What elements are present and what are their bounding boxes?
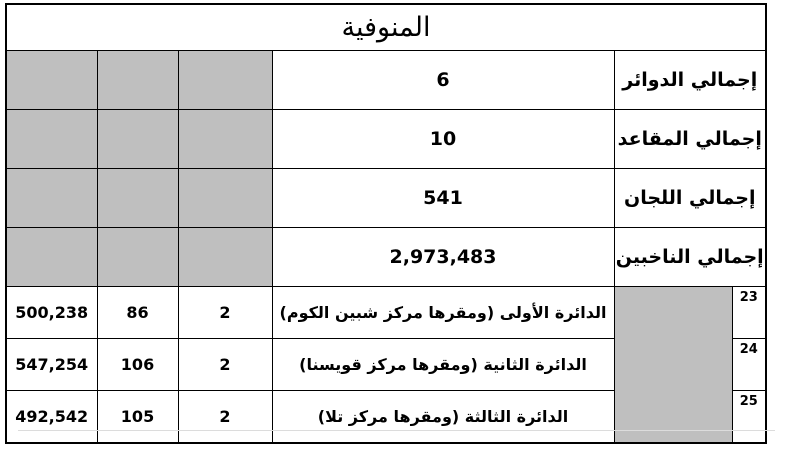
- summary-value-districts-total: 6: [272, 51, 614, 110]
- summary-label-voters-total: إجمالي الناخبين: [614, 228, 766, 287]
- empty-gray-cell: [178, 228, 272, 287]
- summary-label-committees-total: إجمالي اللجان: [614, 169, 766, 228]
- title-row: [6, 4, 766, 51]
- empty-gray-cell: [178, 51, 272, 110]
- district-voters: 500,238: [6, 287, 97, 339]
- page-title: المنوفية: [6, 4, 766, 51]
- district-name: الدائرة الثالثة (ومقرها مركز تلا): [272, 391, 614, 444]
- summary-label-seats-total: إجمالي المقاعد: [614, 110, 766, 169]
- district-row-first: [6, 287, 766, 339]
- district-name: الدائرة الثانية (ومقرها مركز قويسنا): [272, 339, 614, 391]
- empty-gray-cell: [97, 169, 178, 228]
- empty-gray-cell: [97, 51, 178, 110]
- empty-gray-cell: [6, 228, 97, 287]
- empty-gray-cell: [6, 169, 97, 228]
- district-row-number: 25: [732, 391, 766, 444]
- empty-gray-cell: [178, 110, 272, 169]
- district-voters: 492,542: [6, 391, 97, 444]
- next-section-edge-line: [18, 430, 775, 431]
- summary-row-voters-total: [6, 228, 766, 287]
- empty-gray-cell: [97, 110, 178, 169]
- merged-gray-cell: [614, 287, 732, 444]
- empty-gray-cell: [97, 228, 178, 287]
- governorate-summary-table: [5, 3, 767, 444]
- summary-value-voters-total: 2,973,483: [272, 228, 614, 287]
- empty-gray-cell: [6, 51, 97, 110]
- empty-gray-cell: [178, 169, 272, 228]
- district-committees: 105: [97, 391, 178, 444]
- district-seats: 2: [178, 391, 272, 444]
- district-row-number: 24: [732, 339, 766, 391]
- summary-row-committees-total: [6, 169, 766, 228]
- district-voters: 547,254: [6, 339, 97, 391]
- district-name: الدائرة الأولى (ومقرها مركز شبين الكوم): [272, 287, 614, 339]
- summary-value-seats-total: 10: [272, 110, 614, 169]
- district-row-number: 23: [732, 287, 766, 339]
- summary-value-committees-total: 541: [272, 169, 614, 228]
- summary-row-seats-total: [6, 110, 766, 169]
- summary-row-districts-total: [6, 51, 766, 110]
- empty-gray-cell: [6, 110, 97, 169]
- summary-label-districts-total: إجمالي الدوائر: [614, 51, 766, 110]
- district-seats: 2: [178, 287, 272, 339]
- district-committees: 86: [97, 287, 178, 339]
- district-committees: 106: [97, 339, 178, 391]
- district-seats: 2: [178, 339, 272, 391]
